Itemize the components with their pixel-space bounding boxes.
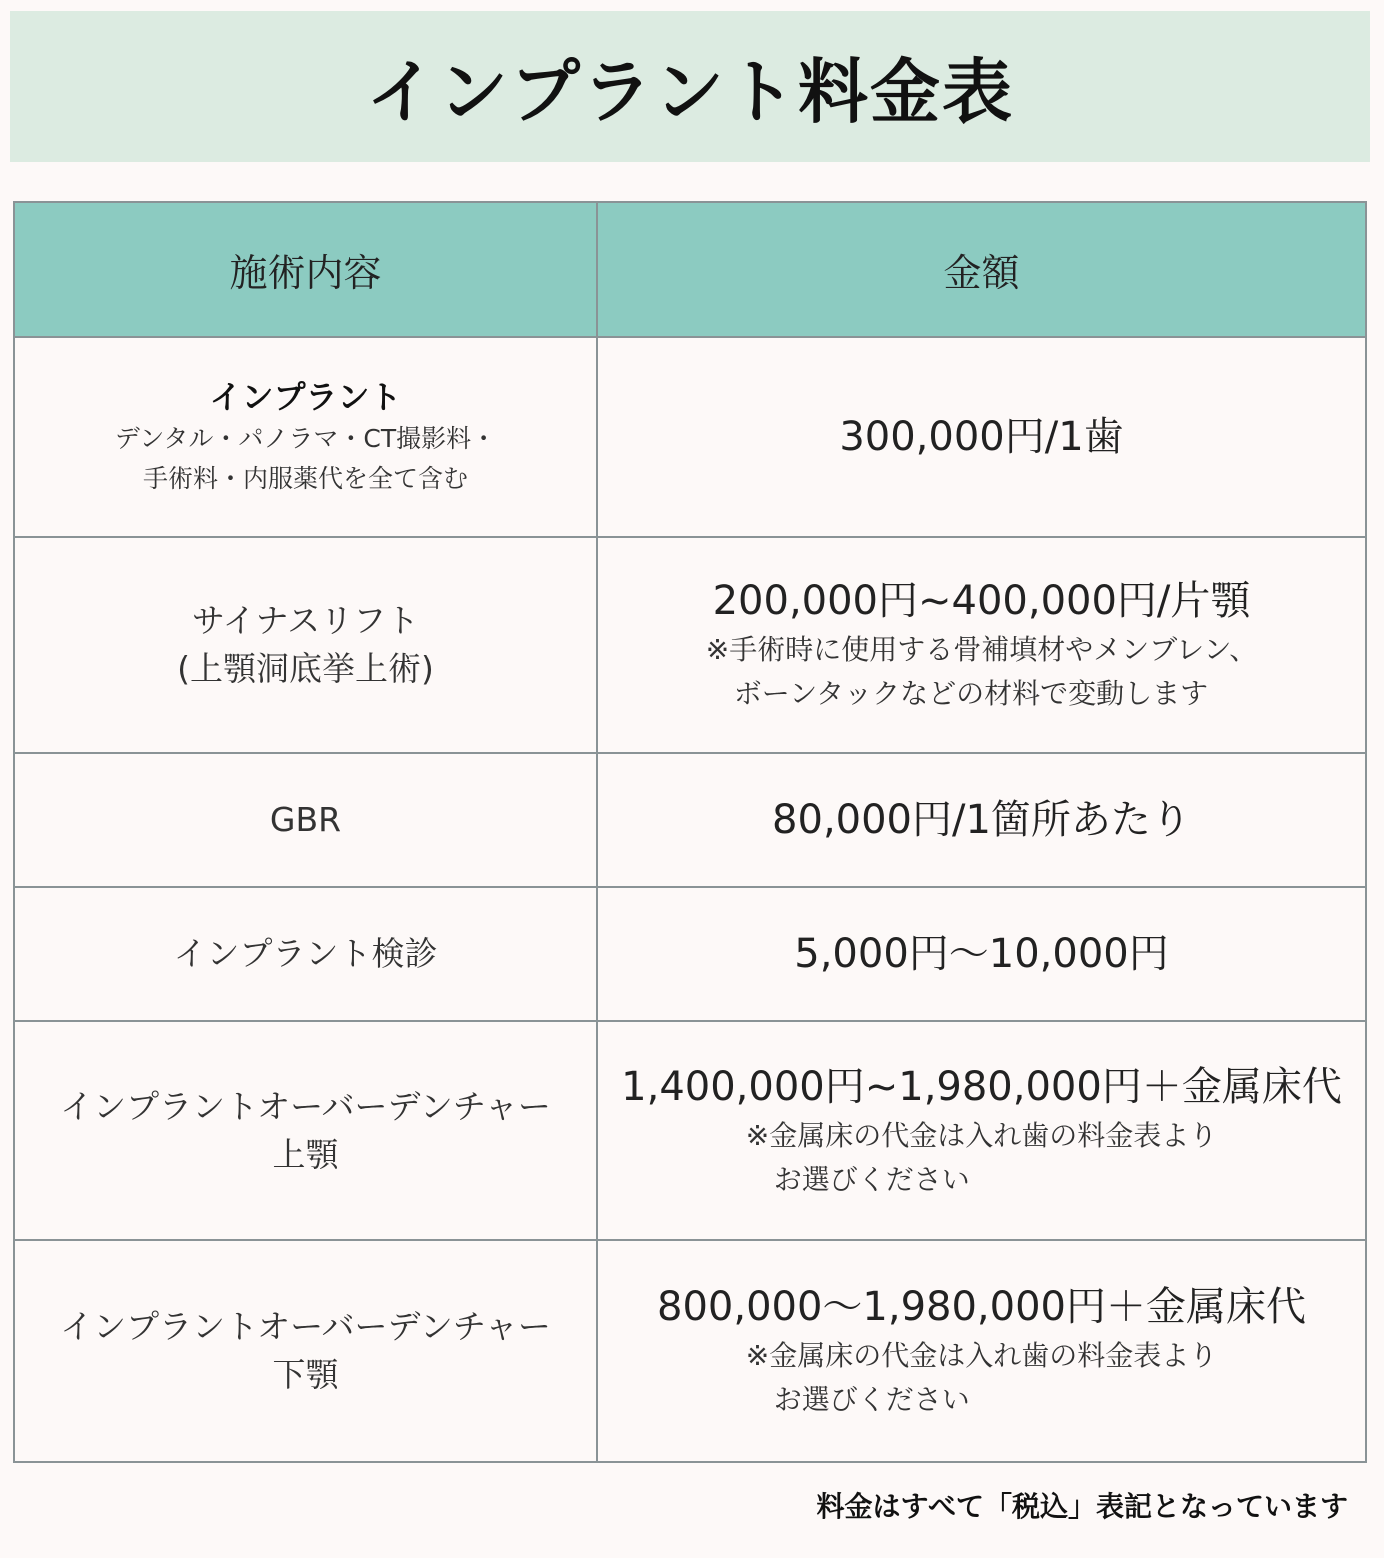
table-row — [14, 753, 1366, 887]
table-row — [14, 537, 1366, 753]
price-value: 1,400,000円~1,980,000円＋金属床代 — [621, 1063, 1342, 1110]
table-row — [14, 337, 1366, 537]
price-value: 800,000〜1,980,000円＋金属床代 — [657, 1284, 1306, 1330]
treatment-line: GBR — [269, 800, 342, 839]
header-treatment: 施術内容 — [14, 202, 597, 337]
treatment-title: インプラント — [209, 378, 402, 416]
treatment-cell — [14, 537, 597, 753]
price-cell — [597, 1021, 1366, 1240]
price-cell — [597, 337, 1366, 537]
treatment-line: デンタル・パノラマ・CT撮影料・ — [114, 424, 497, 453]
price-note — [706, 628, 1257, 716]
price-value: 200,000円~400,000円/片顎 — [712, 578, 1251, 624]
treatment-line: 手術料・内服薬代を全て含む — [142, 464, 468, 493]
treatment-cell — [14, 1021, 597, 1240]
price-table — [13, 201, 1367, 1463]
treatment-line: インプラントオーバーデンチャー — [60, 1086, 551, 1126]
price-cell — [597, 753, 1366, 887]
treatment-line: 下顎 — [272, 1355, 339, 1394]
page-title: インプラント料金表 — [366, 51, 1014, 133]
price-note — [746, 1114, 1217, 1202]
price-cell — [597, 1240, 1366, 1462]
treatment-line: インプラント検診 — [173, 934, 438, 973]
price-cell — [597, 537, 1366, 753]
treatment-line: (上顎洞底挙上術) — [177, 649, 434, 688]
table-row — [14, 1021, 1366, 1240]
title-banner — [10, 11, 1370, 162]
treatment-cell — [14, 753, 597, 887]
price-value: 300,000円/1歯 — [839, 414, 1124, 460]
header-price: 金額 — [597, 202, 1366, 337]
table-row — [14, 887, 1366, 1021]
table-header-row — [14, 202, 1366, 337]
table-row — [14, 1240, 1366, 1462]
price-note-line: ※金属床の代金は入れ歯の料金表より — [745, 1118, 1218, 1152]
treatment-cell — [14, 887, 597, 1021]
price-note-line: お選びください — [745, 1162, 970, 1196]
treatment-line: 上顎 — [272, 1134, 339, 1174]
price-value: 5,000円〜10,000円 — [794, 931, 1169, 977]
treatment-line: インプラントオーバーデンチャー — [60, 1307, 551, 1346]
price-note-line: ボーンタックなどの材料で変動します — [705, 677, 1209, 710]
price-note-line: お選びください — [745, 1383, 970, 1416]
price-value: 80,000円/1箇所あたり — [772, 797, 1191, 843]
treatment-cell — [14, 1240, 597, 1462]
price-cell — [597, 887, 1366, 1021]
tax-footnote: 料金はすべて「税込」表記となっています — [816, 1490, 1348, 1523]
treatment-cell — [14, 337, 597, 537]
price-note — [746, 1334, 1217, 1422]
price-note-line: ※手術時に使用する骨補填材やメンブレン、 — [705, 633, 1258, 666]
price-note-line: ※金属床の代金は入れ歯の料金表より — [745, 1339, 1218, 1372]
treatment-line: サイナスリフト — [191, 601, 420, 640]
